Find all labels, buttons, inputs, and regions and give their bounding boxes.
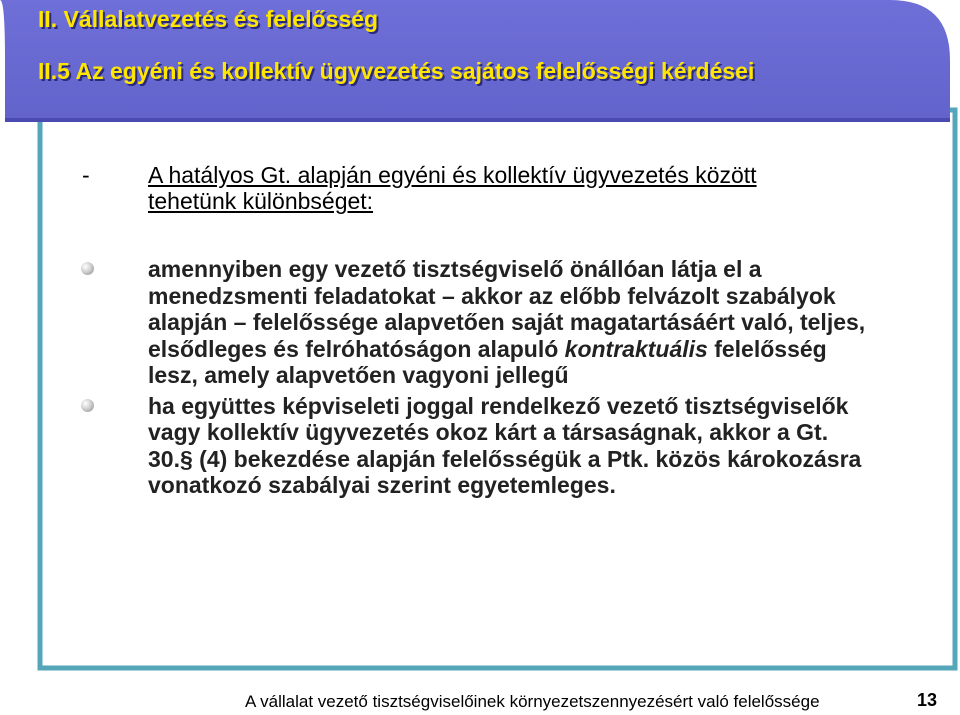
slide-subtitle: II.5 Az egyéni és kollektív ügyvezetés sajátos felelősségi kérdései xyxy=(38,58,755,84)
bullet-text-part: amennyiben egy vezető tisztségviselő önállóan látja el a menedzsmenti feladatokat – akkor az előbb felvázolt szabályok alapján – felelőssége alapvetően saját magatartásáért való, teljes, elsődleges és felróhatóságon alapuló xyxy=(148,256,866,362)
bullet-text-emphasis: kontraktuális xyxy=(564,335,708,362)
bullet-dot-icon xyxy=(81,262,94,275)
intro-dash: - xyxy=(82,162,90,188)
list-item xyxy=(78,256,878,389)
list-item xyxy=(78,393,878,499)
header-underline xyxy=(5,118,950,122)
bullet-text: ha együttes képviseleti joggal rendelkező vezető tisztségviselők vagy kollektív ügyvezetés okoz kárt a társaságnak, akkor a Gt. 30.§ (4) bekezdése alapján felelősségük a Ptk. közös károkozásra vonatkozó szabályai szerint egyetemleges. xyxy=(148,392,862,498)
bullet-text-part: felelősség lesz, amely alapvetően vagyoni jellegű xyxy=(148,335,827,388)
intro-line-1: A hatályos Gt. alapján egyéni és kollektív ügyvezetés között xyxy=(148,162,757,188)
page-number: 13 xyxy=(917,690,938,710)
bullet-dot-icon xyxy=(81,399,94,412)
intro-line-2: tehetünk különbséget: xyxy=(148,188,374,214)
slide-title: II. Vállalatvezetés és felelősség xyxy=(38,6,379,32)
bullet-text xyxy=(148,256,878,389)
intro-paragraph xyxy=(82,162,942,214)
footer-text: A vállalat vezető tisztségviselőinek környezetszennyezésért való felelőssége xyxy=(245,692,820,711)
bullet-list xyxy=(78,256,878,501)
